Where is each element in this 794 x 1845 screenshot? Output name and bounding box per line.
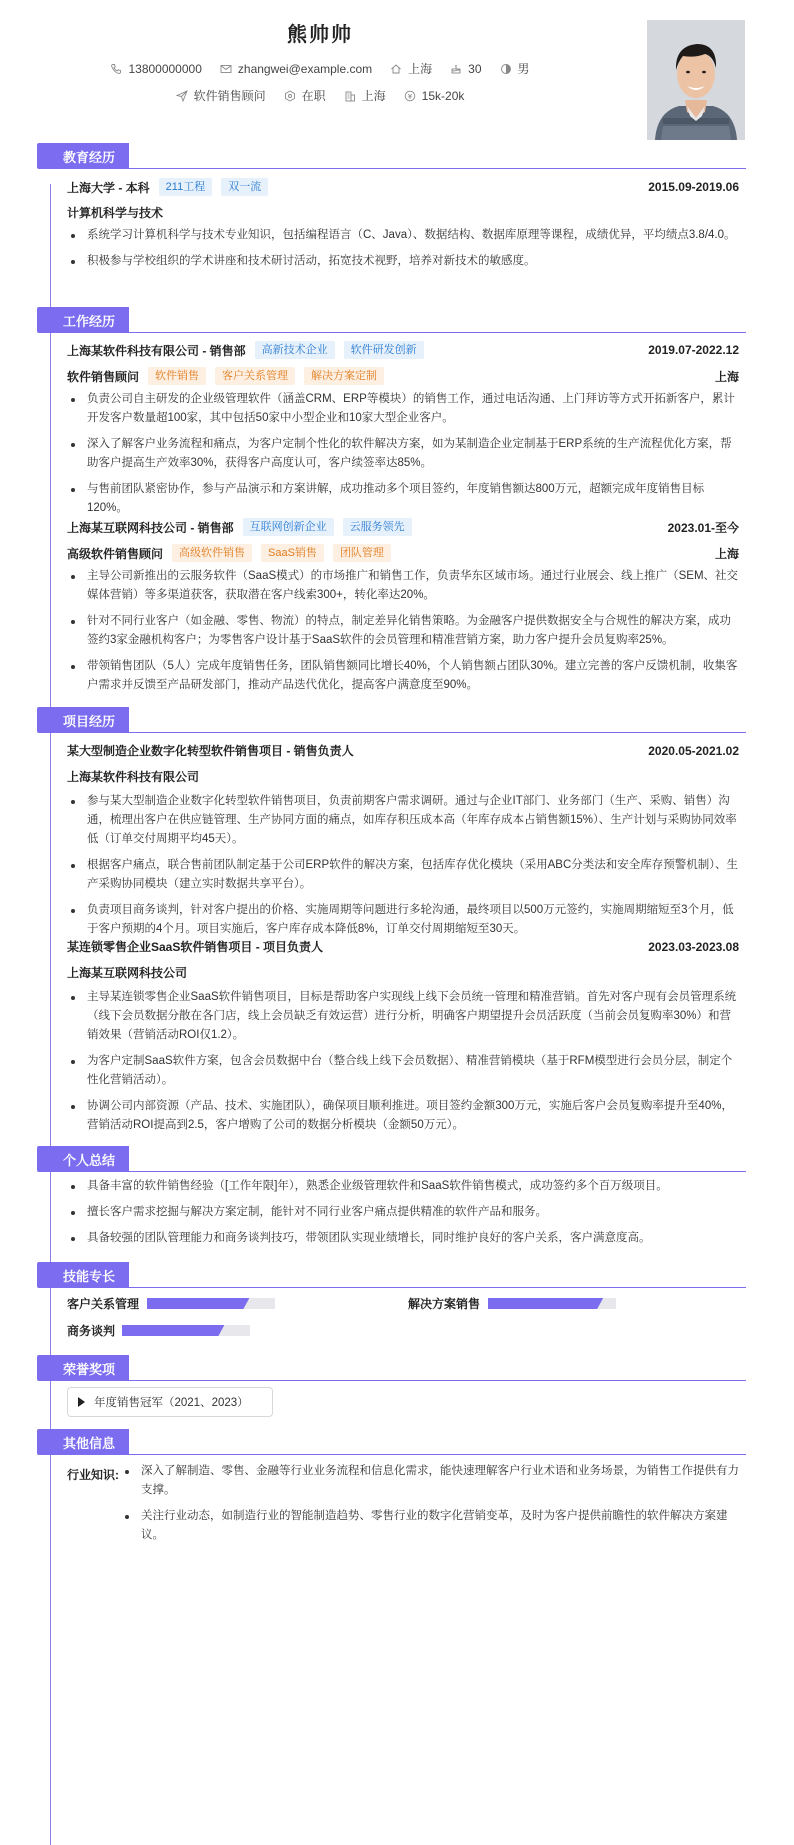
gender-text: 男 — [517, 62, 530, 76]
work-location: 上海 — [714, 369, 739, 384]
project-bullets — [67, 988, 739, 1142]
role-tag: 软件销售 — [148, 367, 206, 385]
status-icon — [284, 90, 296, 102]
building-icon — [344, 90, 356, 102]
list-item: 与售前团队紧密协作，参与产品演示和方案讲解，成功推动多个项目签约，年度销售额达800万元，超额完成年度销售目标120%。 — [67, 480, 739, 518]
project-name: 某连锁零售企业SaaS软件销售项目 - 项目负责人 — [67, 940, 324, 954]
skill-item — [67, 1295, 275, 1312]
skill-bar — [488, 1298, 616, 1309]
expand-triangle-icon — [78, 1397, 85, 1407]
work-date: 2019.07-2022.12 — [648, 343, 739, 357]
project-company-row — [67, 768, 739, 785]
work-title: 高级软件销售顾问 — [67, 546, 164, 561]
work-role-row — [67, 367, 739, 385]
phone-icon — [110, 63, 122, 75]
mail-icon — [220, 63, 232, 75]
project-header — [67, 742, 739, 759]
education-major-row — [67, 204, 739, 221]
section-title-work: 工作经历 — [37, 307, 129, 333]
skill-bar-fill — [147, 1298, 249, 1309]
role-tag: 高级软件销售 — [172, 544, 252, 562]
work-header — [67, 341, 739, 359]
company-tag: 软件研发创新 — [344, 341, 424, 359]
age-text: 30 — [468, 61, 482, 76]
list-item: 主导某连锁零售企业SaaS软件销售项目，目标是帮助客户实现线上线下会员统一管理和精准营销。首先对客户现有会员管理系统（线下会员数据分散在各门店，线上会员缺乏有效运营）进行分析，明确客户期望提升会员活跃度（当前会员复购率30%）和营销效果（营销活动ROI仅1.2）。 — [67, 988, 739, 1045]
list-item: 负责公司自主研发的企业级管理软件（涵盖CRM、ERP等模块）的销售工作，通过电话沟通、上门拜访等方式开拓新客户，累计开发客户数量超100家，其中包括50家中小型企业和10家大型企业客户。 — [67, 390, 739, 428]
section-rule — [129, 1380, 746, 1381]
list-item: 带领销售团队（5人）完成年度销售任务，团队销售额同比增长40%，个人销售额占团队30%。建立完善的客户反馈机制，收集客户需求并反馈至产品研发部门，推动产品迭代优化，提高客户满意度至90%。 — [67, 657, 739, 695]
status-text: 在职 — [301, 89, 326, 103]
list-item: 为客户定制SaaS软件方案，包含会员数据中台（整合线上线下会员数据）、精准营销模块（基于RFM模型进行会员分层，制定个性化营销活动）。 — [67, 1052, 739, 1090]
work-company: 上海某互联网科技公司 - 销售部 — [67, 520, 234, 535]
work-company: 上海某软件科技有限公司 - 销售部 — [67, 343, 246, 358]
resume-header — [0, 0, 794, 160]
gender-info — [500, 60, 530, 77]
education-major: 计算机科学与技术 — [67, 206, 164, 220]
skill-name: 客户关系管理 — [67, 1297, 140, 1311]
project-company: 上海某互联网科技公司 — [67, 966, 188, 980]
email-text: zhangwei@example.com — [237, 61, 373, 76]
list-item: 参与某大型制造企业数字化转型软件销售项目，负责前期客户需求调研。通过与企业IT部门、业务部门（生产、采购、销售）沟通，梳理出客户在供应链管理、生产协同方面的痛点，如库存积压成本高（年库存成本占销售额15%）、生产计划与采购协同效率低（订单交付周期平均45天）。 — [67, 792, 739, 849]
list-item: 根据客户痛点，联合售前团队制定基于公司ERP软件的解决方案，包括库存优化模块（采用ABC分类法和安全库存预警机制）、生产采购协同模块（建立实时数据共享平台）。 — [67, 856, 739, 894]
role-tag: SaaS销售 — [261, 544, 324, 562]
education-tag: 211工程 — [159, 178, 213, 196]
phone-info — [110, 62, 201, 76]
project-name: 某大型制造企业数字化转型软件销售项目 - 销售负责人 — [67, 744, 354, 758]
other-bullets — [121, 1462, 739, 1552]
section-title-project: 项目经历 — [37, 707, 129, 733]
city-info — [390, 60, 432, 77]
list-item: 深入了解客户业务流程和痛点，为客户定制个性化的软件解决方案，如为某制造企业定制基于ERP系统的生产流程优化方案，帮助客户提高生产效率30%，获得客户高度认可，客户续签率达85%。 — [67, 435, 739, 473]
skill-bar — [122, 1325, 250, 1336]
candidate-name: 熊帅帅 — [287, 24, 353, 46]
contact-row — [0, 60, 640, 77]
skill-name: 解决方案销售 — [408, 1297, 481, 1311]
skill-name: 商务谈判 — [67, 1324, 116, 1338]
skill-item — [67, 1322, 250, 1339]
list-item: 具备较强的团队管理能力和商务谈判技巧，带领团队实现业绩增长，同时维护良好的客户关系，客户满意度高。 — [67, 1229, 739, 1248]
company-tag: 高新技术企业 — [255, 341, 335, 359]
section-rule — [129, 1454, 746, 1455]
work-role-row — [67, 544, 739, 562]
avatar-portrait-icon — [647, 20, 745, 140]
summary-bullets — [67, 1177, 739, 1255]
section-title-honors: 荣誉奖项 — [37, 1355, 129, 1381]
list-item: 深入了解制造、零售、金融等行业业务流程和信息化需求，能快速理解客户行业术语和业务场景，为销售工作提供有力支撑。 — [121, 1462, 739, 1500]
section-rule — [129, 168, 746, 169]
other-label: 行业知识: — [67, 1468, 119, 1482]
list-item: 擅长客户需求挖掘与解决方案定制，能针对不同行业客户痛点提供精准的软件产品和服务。 — [67, 1203, 739, 1222]
education-bullets — [67, 226, 739, 278]
project-date: 2023.03-2023.08 — [648, 939, 739, 954]
list-item: 主导公司新推出的云服务软件（SaaS模式）的市场推广和销售工作，负责华东区域市场。通过行业展会、线上推广（SEM、社交媒体营销）等多渠道获客，获取潜在客户线索300+，转化率达20%。 — [67, 567, 739, 605]
home-icon — [390, 63, 402, 75]
timeline-line — [50, 184, 51, 1845]
cake-icon — [450, 63, 462, 75]
list-item: 积极参与学校组织的学术讲座和技术研讨活动，拓宽技术视野，培养对新技术的敏感度。 — [67, 252, 739, 271]
work-title: 软件销售顾问 — [67, 369, 140, 384]
work-city-info — [344, 87, 386, 104]
job-intent-row — [0, 87, 640, 104]
role-tag: 解决方案定制 — [304, 367, 384, 385]
work-location: 上海 — [714, 546, 739, 561]
skill-bar-fill — [122, 1325, 224, 1336]
work-city-text: 上海 — [361, 89, 386, 103]
work-bullets — [67, 390, 739, 525]
company-tag: 互联网创新企业 — [243, 518, 334, 536]
list-item: 负责项目商务谈判，针对客户提出的价格、实施周期等问题进行多轮沟通，最终项目以500万元签约，实施周期缩短至3个月，低于客户预期的4个月。项目实施后，客户库存成本降低8%，订单交付周期缩短至30天。 — [67, 901, 739, 939]
email-info — [220, 62, 372, 76]
send-icon — [176, 90, 188, 102]
section-rule — [129, 1287, 746, 1288]
city-text: 上海 — [408, 62, 433, 76]
job-text: 软件销售顾问 — [193, 89, 266, 103]
section-title-skills: 技能专长 — [37, 1262, 129, 1288]
section-title-education: 教育经历 — [37, 143, 129, 169]
section-rule — [129, 332, 746, 333]
list-item: 协调公司内部资源（产品、技术、实施团队），确保项目顺利推进。项目签约金额300万元，实施后客户会员复购率提升至40%，营销活动ROI提高到2.5，客户增购了公司的数据分析模块（金额50万元）。 — [67, 1097, 739, 1135]
skill-item — [408, 1295, 616, 1312]
status-info — [284, 87, 326, 104]
phone-text: 13800000000 — [128, 61, 202, 76]
job-info — [176, 87, 266, 104]
section-rule — [129, 732, 746, 733]
education-tag: 双一流 — [221, 178, 268, 196]
profile-photo — [647, 20, 745, 140]
list-item: 针对不同行业客户（如金融、零售、物流）的特点，制定差异化销售策略。为金融客户提供数据安全与合规性的解决方案，成功签约3家金融机构客户；为零售客户设计基于SaaS软件的会员管理和精准营销方案，助力客户提升会员复购率25%。 — [67, 612, 739, 650]
work-date: 2023.01-至今 — [667, 520, 739, 535]
gender-icon — [500, 63, 512, 75]
coin-icon — [404, 90, 416, 102]
section-rule — [129, 1171, 746, 1172]
skill-bar-fill — [488, 1298, 603, 1309]
project-company-row — [67, 964, 739, 981]
company-tag: 云服务领先 — [343, 518, 412, 536]
project-company: 上海某软件科技有限公司 — [67, 770, 200, 784]
education-school: 上海大学 - 本科 — [67, 180, 150, 195]
education-header — [67, 178, 739, 196]
education-date: 2015.09-2019.06 — [648, 180, 739, 194]
list-item: 系统学习计算机科学与技术专业知识，包括编程语言（C、Java）、数据结构、数据库原理等课程，成绩优异，平均绩点3.8/4.0。 — [67, 226, 739, 245]
honor-text: 年度销售冠军（2021、2023） — [94, 1397, 249, 1409]
project-date: 2020.05-2021.02 — [648, 743, 739, 758]
project-bullets — [67, 792, 739, 946]
work-header — [67, 518, 739, 536]
role-tag: 客户关系管理 — [215, 367, 295, 385]
section-title-summary: 个人总结 — [37, 1146, 129, 1172]
salary-text: 15k-20k — [421, 88, 465, 103]
salary-info — [404, 89, 465, 103]
list-item: 关注行业动态，如制造行业的智能制造趋势、零售行业的数字化营销变革，及时为客户提供前瞻性的软件解决方案建议。 — [121, 1507, 739, 1545]
age-info — [450, 62, 481, 76]
work-bullets — [67, 567, 739, 702]
role-tag: 团队管理 — [333, 544, 391, 562]
section-title-other: 其他信息 — [37, 1429, 129, 1455]
honor-item[interactable] — [67, 1387, 273, 1417]
list-item: 具备丰富的软件销售经验（[工作年限]年），熟悉企业级管理软件和SaaS软件销售模式，成功签约多个百万级项目。 — [67, 1177, 739, 1196]
project-header — [67, 938, 739, 955]
skill-bar — [147, 1298, 275, 1309]
